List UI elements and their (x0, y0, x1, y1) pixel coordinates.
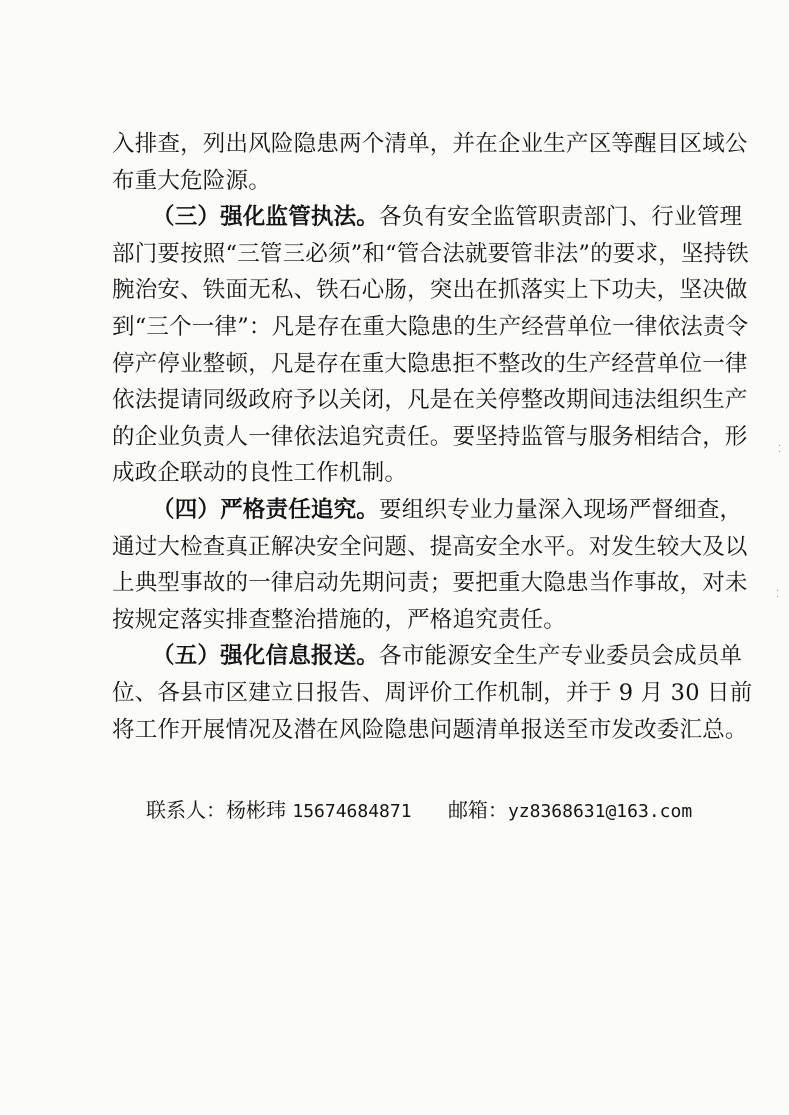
contact-line (146, 795, 706, 827)
contact-email-group (448, 795, 692, 827)
text-line: 成政企联动的良性工作机制。 (112, 460, 408, 487)
text-line: 布重大危险源。 (112, 167, 271, 194)
section-heading-3: （三）强化监管执法。 (152, 204, 380, 231)
text-line: 位、各县市区建立日报告、周评价工作机制，并于 9 月 30 日前 (112, 679, 753, 706)
text-line: 依法提请同级政府予以关闭，凡是在关停整改期间违法组织生产 (112, 387, 748, 414)
text-line: 上典型事故的一律启动先期问责；要把重大隐患当作事故，对未 (112, 570, 748, 597)
text-line: 停产停业整顿，凡是存在重大隐患拒不整改的生产经营单位一律 (112, 350, 748, 377)
text-run: 各市能源安全生产专业委员会成员单 (379, 643, 743, 670)
scan-speck: ⁚ (776, 589, 780, 600)
paragraph-first-line (112, 492, 743, 529)
section-heading-5: （五）强化信息报送。 (152, 643, 380, 670)
section-heading-4: （四）严格责任追究。 (152, 496, 380, 523)
contact-email: yz8368631@163.com (507, 801, 693, 822)
text-run: 要组织专业力量深入现场严督细查， (379, 496, 743, 523)
contact-person-label: 联系人： (146, 798, 226, 822)
paragraph-first-line (112, 199, 743, 236)
contact-person-name: 杨彬玮 (226, 798, 286, 822)
text-line: 到“三个一律”：凡是存在重大隐患的生产经营单位一律依法责令 (112, 313, 749, 340)
contact-email-label: 邮箱： (447, 798, 508, 822)
contact-phone: 15674684871 (292, 801, 412, 822)
paragraph-first-line (112, 638, 743, 675)
text-line: 的企业负责人一律依法追究责任。要坚持监管与服务相结合，形 (112, 423, 748, 450)
document-body (112, 126, 753, 748)
text-line: 通过大检查真正解决安全问题、提高安全水平。对发生较大及以 (112, 533, 748, 560)
text-line: 入排查，列出风险隐患两个清单，并在企业生产区等醒目区域公 (112, 131, 748, 157)
scan-speck: ⁚ (778, 444, 782, 455)
text-line: 将工作开展情况及潜在风险隐患问题清单报送至市发改委汇总。 (112, 716, 748, 743)
text-run: 各负有安全监管职责部门、行业管理 (379, 204, 743, 231)
text-line: 部门要按照“三管三必须”和“管合法就要管非法”的要求，坚持铁 (112, 240, 750, 267)
text-line: 按规定落实排查整治措施的，严格追究责任。 (112, 606, 567, 633)
text-line: 腕治安、铁面无私、铁石心肠，突出在抓落实上下功夫，坚决做 (112, 277, 748, 304)
